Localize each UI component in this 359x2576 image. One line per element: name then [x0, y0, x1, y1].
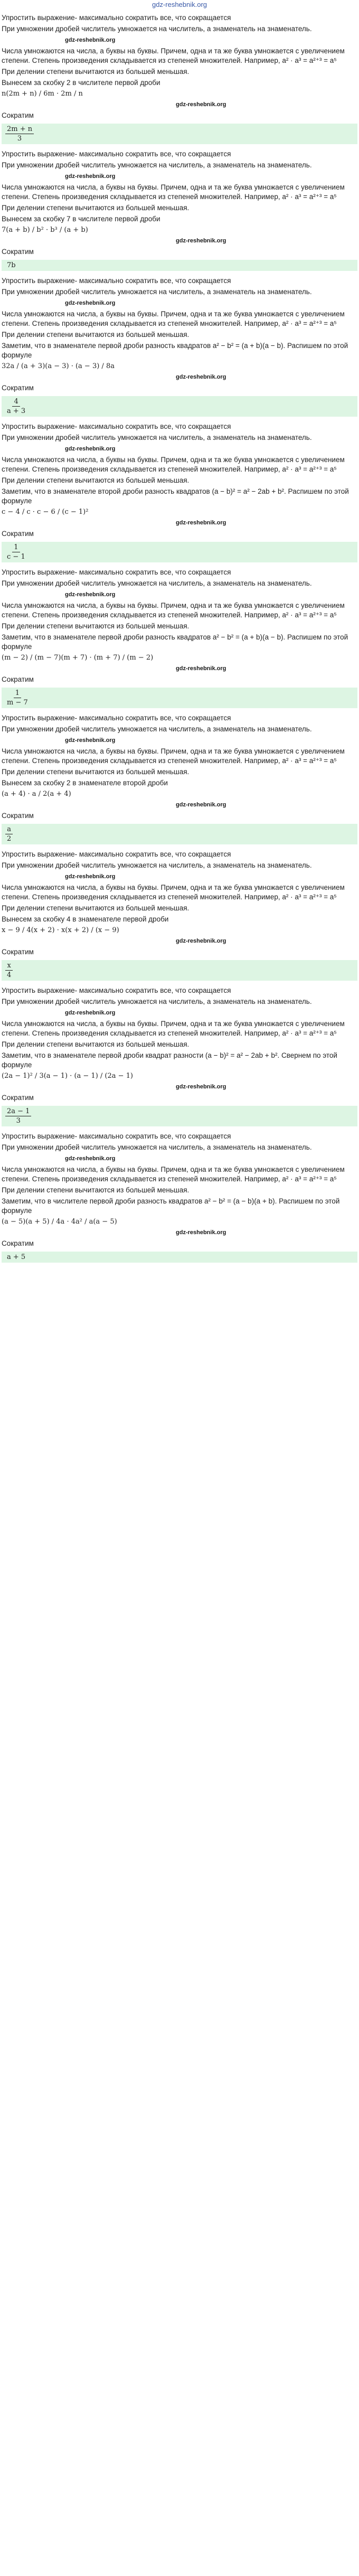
- watermark: gdz-reshebnik.org: [65, 37, 116, 43]
- answer-fraction: [5, 1107, 31, 1125]
- rule-letters: Числа умножаются на числа, а буквы на буквы. Причем, одна и та же буква умножается с увеличением степени. Степень произведения складывается из степеней множителей. Например, a² · a³ = a²⁺³ = a⁵: [2, 47, 345, 64]
- answer-bar: [2, 960, 357, 981]
- answer-numerator: a: [5, 825, 13, 834]
- answer-numerator: 1: [14, 689, 21, 698]
- task-intro: Заметим, что в знаменателе первой дроби квадрат разности (a − b)² = a² − 2ab + b². Свернем по этой формуле: [2, 1051, 337, 1069]
- answer-fraction: [5, 825, 13, 843]
- rule-multiply: При умножении дробей числитель умножается на числитель, а знаменатель на знаменатель.: [2, 161, 312, 169]
- rule-letters: Числа умножаются на числа, а буквы на буквы. Причем, одна и та же буква умножается с увеличением степени. Степень произведения складывается из степеней множителей. Например, a² · a³ = a²⁺³ = a⁵: [2, 601, 345, 619]
- simplify-label: Сократим: [2, 948, 34, 956]
- task-step: 7(a + b) / b² · b³ / (a + b): [2, 226, 88, 234]
- answer-fraction: [5, 961, 13, 980]
- task-step: (a + 4) · a / 2(a + 4): [2, 790, 71, 798]
- watermark: gdz-reshebnik.org: [176, 520, 226, 526]
- solution-content: [0, 13, 359, 1263]
- rule-multiply: При умножении дробей числитель умножается на числитель, а знаменатель на знаменатель.: [2, 579, 312, 587]
- answer-denominator: 2: [7, 835, 12, 843]
- answer-bar: [2, 824, 357, 844]
- task-block: [2, 986, 357, 1126]
- rule-simplify: Упростить выражение- максимально сократить все, что сокращается: [2, 1132, 231, 1140]
- watermark: gdz-reshebnik.org: [176, 802, 226, 808]
- simplify-label: Сократим: [2, 248, 34, 256]
- watermark: gdz-reshebnik.org: [176, 101, 226, 108]
- answer-denominator: c − 1: [7, 553, 25, 561]
- answer-bar: [2, 1106, 357, 1126]
- watermark: gdz-reshebnik.org: [65, 1155, 116, 1162]
- watermark: gdz-reshebnik.org: [65, 446, 116, 452]
- rule-multiply: При умножении дробей числитель умножается на числитель, а знаменатель на знаменатель.: [2, 288, 312, 296]
- rule-multiply: При умножении дробей числитель умножается на числитель, а знаменатель на знаменатель.: [2, 998, 312, 1005]
- answer-bar: [2, 688, 357, 708]
- answer-bar: [2, 260, 357, 271]
- task-intro: Вынесем за скобку 2 в знаменателе второй дроби: [2, 779, 168, 787]
- rule-letters: Числа умножаются на числа, а буквы на буквы. Причем, одна и та же буква умножается с увеличением степени. Степень произведения складывается из степеней множителей. Например, a² · a³ = a²⁺³ = a⁵: [2, 456, 345, 473]
- task-block: [2, 1132, 357, 1263]
- task-block: [2, 276, 357, 417]
- answer-numerator: 7b: [7, 261, 16, 269]
- answer-fraction: [5, 125, 34, 143]
- site-header[interactable]: gdz-reshebnik.org: [152, 1, 207, 8]
- rule-letters: Числа умножаются на числа, а буквы на буквы. Причем, одна и та же буква умножается с увеличением степени. Степень произведения складывается из степеней множителей. Например, a² · a³ = a²⁺³ = a⁵: [2, 747, 345, 765]
- watermark: gdz-reshebnik.org: [176, 1229, 226, 1236]
- simplify-label: Сократим: [2, 530, 34, 538]
- rule-simplify: Упростить выражение- максимально сократить все, что сокращается: [2, 422, 231, 430]
- answer-numerator: 2a − 1: [5, 1107, 31, 1116]
- rule-simplify: Упростить выражение- максимально сократить все, что сокращается: [2, 568, 231, 576]
- watermark: gdz-reshebnik.org: [65, 173, 116, 180]
- watermark: gdz-reshebnik.org: [65, 300, 116, 306]
- watermark: gdz-reshebnik.org: [176, 238, 226, 244]
- answer-numerator: 4: [12, 397, 20, 407]
- task-step: n(2m + n) / 6m · 2m / n: [2, 90, 83, 98]
- task-intro: Вынесем за скобку 2 в числителе первой дроби: [2, 79, 160, 87]
- task-intro: Заметим, что в знаменателе первой дроби разность квадратов a² − b² = (a + b)(a − b). Распишем по этой формуле: [2, 342, 348, 359]
- answer-fraction: [5, 397, 27, 416]
- rule-multiply: При умножении дробей числитель умножается на числитель, а знаменатель на знаменатель.: [2, 25, 312, 33]
- rule-divide: При делении степени вычитаются из большей меньшая.: [2, 622, 190, 630]
- task-step: x − 9 / 4(x + 2) · x(x + 2) / (x − 9): [2, 926, 119, 934]
- answer-denominator: 3: [16, 1117, 21, 1125]
- task-step: 32a / (a + 3)(a − 3) · (a − 3) / 8a: [2, 362, 115, 370]
- simplify-label: Сократим: [2, 111, 34, 119]
- answer-denominator: m − 7: [7, 699, 28, 707]
- task-intro: Заметим, что в знаменателе первой дроби разность квадратов a² − b² = (a + b)(a − b). Распишем по этой формуле: [2, 633, 348, 651]
- rule-divide: При делении степени вычитаются из большей меньшая.: [2, 331, 190, 339]
- rule-simplify: Упростить выражение- максимально сократить все, что сокращается: [2, 714, 231, 722]
- rule-letters: Числа умножаются на числа, а буквы на буквы. Причем, одна и та же буква умножается с увеличением степени. Степень произведения складывается из степеней множителей. Например, a² · a³ = a²⁺³ = a⁵: [2, 1165, 345, 1183]
- rule-letters: Числа умножаются на числа, а буквы на буквы. Причем, одна и та же буква умножается с увеличением степени. Степень произведения складывается из степеней множителей. Например, a² · a³ = a²⁺³ = a⁵: [2, 1020, 345, 1037]
- simplify-label: Сократим: [2, 384, 34, 392]
- watermark: gdz-reshebnik.org: [176, 665, 226, 672]
- task-block: [2, 850, 357, 981]
- watermark: gdz-reshebnik.org: [176, 938, 226, 944]
- rule-simplify: Упростить выражение- максимально сократить все, что сокращается: [2, 14, 231, 22]
- answer-denominator: 4: [7, 971, 12, 979]
- rule-multiply: При умножении дробей числитель умножается на числитель, а знаменатель на знаменатель.: [2, 725, 312, 733]
- rule-multiply: При умножении дробей числитель умножается на числитель, а знаменатель на знаменатель.: [2, 861, 312, 869]
- rule-simplify: Упростить выражение- максимально сократить все, что сокращается: [2, 277, 231, 285]
- task-block: [2, 149, 357, 271]
- task-step: (a − 5)(a + 5) / 4a · 4a² / a(a − 5): [2, 1218, 117, 1226]
- task-step: (m − 2) / (m − 7)(m + 7) · (m + 7) / (m − 2): [2, 654, 154, 662]
- task-block: [2, 13, 357, 144]
- rule-multiply: При умножении дробей числитель умножается на числитель, а знаменатель на знаменатель.: [2, 1143, 312, 1151]
- answer-denominator: a + 3: [7, 407, 26, 415]
- simplify-label: Сократим: [2, 1094, 34, 1102]
- watermark: gdz-reshebnik.org: [65, 1010, 116, 1016]
- task-intro: Вынесем за скобку 4 в знаменателе первой дроби: [2, 915, 169, 923]
- rule-letters: Числа умножаются на числа, а буквы на буквы. Причем, одна и та же буква умножается с увеличением степени. Степень произведения складывается из степеней множителей. Например, a² · a³ = a²⁺³ = a⁵: [2, 883, 345, 901]
- task-intro: Вынесем за скобку 7 в числителе первой дроби: [2, 215, 160, 223]
- answer-numerator: a + 5: [7, 1253, 26, 1261]
- answer-fraction: [5, 689, 30, 707]
- watermark: gdz-reshebnik.org: [65, 873, 116, 880]
- rule-divide: При делении степени вычитаются из большей меньшая.: [2, 904, 190, 912]
- rule-divide: При делении степени вычитаются из большей меньшая.: [2, 68, 190, 76]
- simplify-label: Сократим: [2, 1239, 34, 1247]
- task-block: [2, 713, 357, 844]
- rule-letters: Числа умножаются на числа, а буквы на буквы. Причем, одна и та же буква умножается с увеличением степени. Степень произведения складывается из степеней множителей. Например, a² · a³ = a²⁺³ = a⁵: [2, 183, 345, 201]
- task-intro: Заметим, что в числителе первой дроби разность квадратов a² − b² = (a − b)(a + b). Распишем по этой формуле: [2, 1197, 340, 1215]
- rule-divide: При делении степени вычитаются из большей меньшая.: [2, 768, 190, 776]
- watermark: gdz-reshebnik.org: [176, 374, 226, 380]
- answer-bar: [2, 1252, 357, 1263]
- rule-multiply: При умножении дробей числитель умножается на числитель, а знаменатель на знаменатель.: [2, 434, 312, 441]
- rule-simplify: Упростить выражение- максимально сократить все, что сокращается: [2, 150, 231, 158]
- rule-letters: Числа умножаются на числа, а буквы на буквы. Причем, одна и та же буква умножается с увеличением степени. Степень произведения складывается из степеней множителей. Например, a² · a³ = a²⁺³ = a⁵: [2, 310, 345, 327]
- simplify-label: Сократим: [2, 812, 34, 820]
- watermark: gdz-reshebnik.org: [65, 591, 116, 598]
- simplify-label: Сократим: [2, 675, 34, 683]
- rule-simplify: Упростить выражение- максимально сократить все, что сокращается: [2, 850, 231, 858]
- answer-fraction: [5, 1253, 27, 1262]
- rule-divide: При делении степени вычитаются из большей меньшая.: [2, 476, 190, 484]
- rule-divide: При делении степени вычитаются из большей меньшая.: [2, 1186, 190, 1194]
- rule-divide: При делении степени вычитаются из большей меньшая.: [2, 204, 190, 212]
- watermark: gdz-reshebnik.org: [176, 1084, 226, 1090]
- task-block: [2, 422, 357, 562]
- answer-fraction: [5, 261, 17, 270]
- task-block: [2, 568, 357, 708]
- answer-fraction: [5, 543, 27, 561]
- answer-bar: [2, 396, 357, 417]
- answer-bar: [2, 542, 357, 562]
- task-step: (2a − 1)² / 3(a − 1) · (a − 1) / (2a − 1): [2, 1072, 133, 1080]
- answer-numerator: 1: [12, 543, 20, 552]
- answer-numerator: x: [5, 961, 12, 971]
- task-intro: Заметим, что в знаменателе второй дроби разность квадратов (a − b)² = a² − 2ab + b². Распишем по этой формуле: [2, 487, 349, 505]
- rule-simplify: Упростить выражение- максимально сократить все, что сокращается: [2, 986, 231, 994]
- answer-bar: [2, 124, 357, 144]
- task-step: c − 4 / c · c − 6 / (c − 1)²: [2, 508, 89, 516]
- answer-denominator: 3: [17, 135, 22, 143]
- answer-numerator: 2m + n: [5, 125, 34, 134]
- rule-divide: При делении степени вычитаются из большей меньшая.: [2, 1040, 190, 1048]
- watermark: gdz-reshebnik.org: [65, 737, 116, 744]
